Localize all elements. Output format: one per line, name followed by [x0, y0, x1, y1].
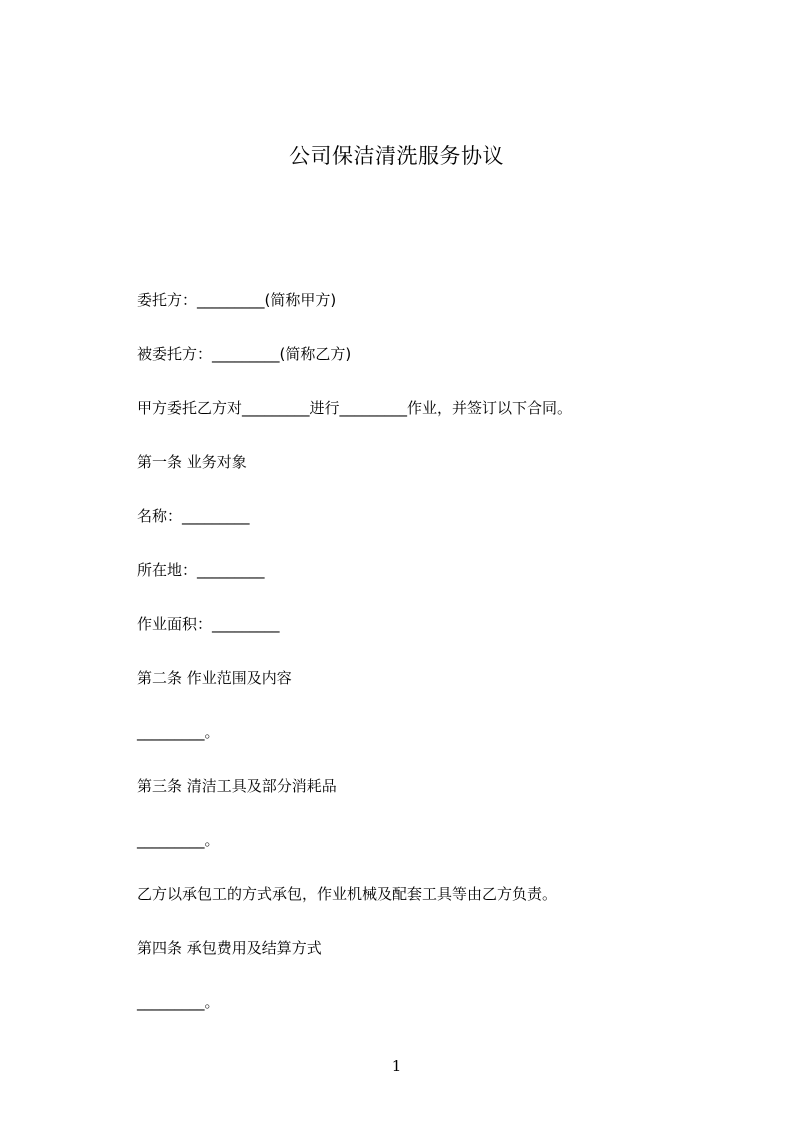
article-1-heading: 第一条 业务对象 [137, 453, 247, 471]
article-4-heading: 第四条 承包费用及结算方式 [137, 939, 322, 957]
work-area-field-line: 作业面积：_________ [137, 615, 280, 633]
name-field-line: 名称：_________ [137, 507, 250, 525]
agreement-intro-line: 甲方委托乙方对_________进行_________作业，并签订以下合同。 [137, 399, 573, 417]
article-2-blank-line: _________。 [137, 723, 220, 741]
article-3-heading: 第三条 清洁工具及部分消耗品 [137, 777, 337, 795]
contracting-terms-line: 乙方以承包工的方式承包，作业机械及配套工具等由乙方负责。 [137, 885, 558, 903]
location-field-line: 所在地：_________ [137, 561, 265, 579]
article-4-blank-line: _________。 [137, 993, 220, 1011]
document-title: 公司保洁清洗服务协议 [289, 144, 504, 168]
page-number: 1 [391, 1057, 402, 1075]
article-3-blank-line: _________。 [137, 831, 220, 849]
client-party-line: 委托方：_________(简称甲方) [137, 291, 337, 309]
contractor-party-line: 被委托方：_________(简称乙方) [137, 345, 352, 363]
article-2-heading: 第二条 作业范围及内容 [137, 669, 292, 687]
